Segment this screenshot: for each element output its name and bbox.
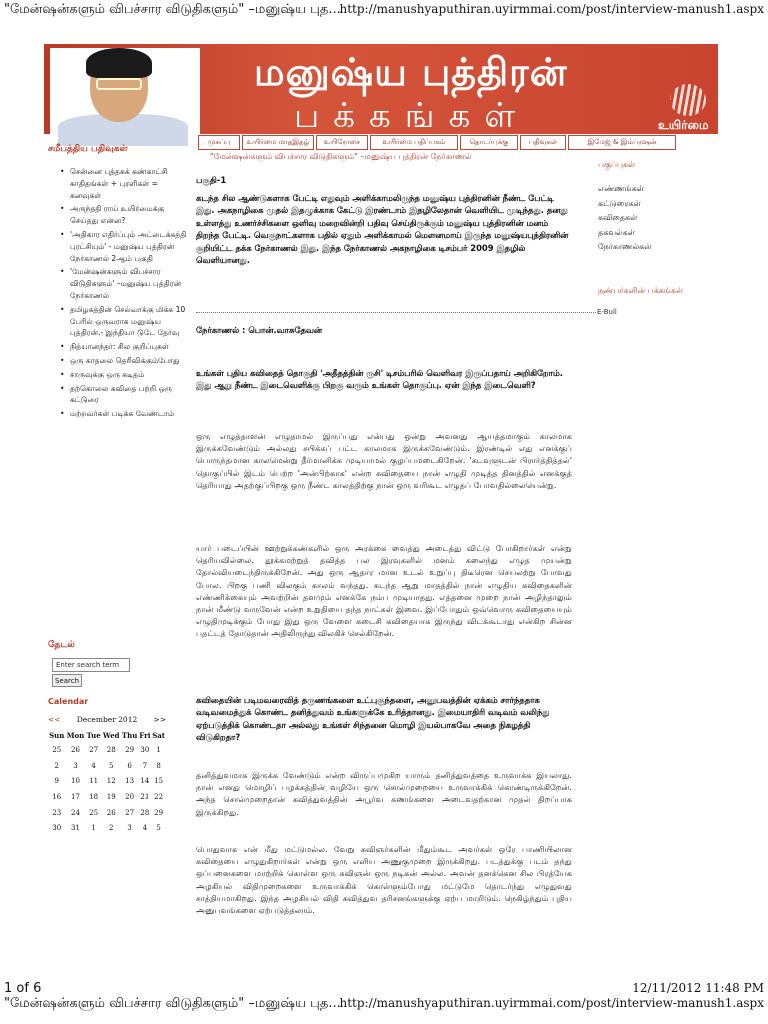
author-photo <box>50 48 200 146</box>
calendar-day: 22 <box>154 792 164 801</box>
recent-post-link[interactable]: • 'அதிகார எதிர்ப்பும் அட்டைக்கத்தி புரட்சியும்' - மனுஷ்ய புத்திரன் நேர்காணல் 2ஆம் பகுதி <box>58 229 188 264</box>
calendar-day: 12 <box>106 777 116 786</box>
recent-post-link[interactable]: • அருந்ததி ராய் உயிர்மைக்கு செய்தது என்ன? <box>58 203 188 227</box>
categories-title: பகுப்புகள் <box>598 160 636 169</box>
uyirmmai-logo[interactable] <box>654 84 718 132</box>
calendar-day: 27 <box>125 808 135 817</box>
calendar-day: 14 <box>140 777 150 786</box>
calendar-day: 20 <box>125 792 135 801</box>
calendar-day: 9 <box>54 777 59 786</box>
calendar-day: 26 <box>71 745 80 754</box>
category-link[interactable]: எண்ணங்கள் <box>598 184 644 193</box>
site-subtitle: பக்கங்கள் <box>294 96 530 134</box>
site-title: மனுஷ்ய புத்திரன் <box>254 50 568 94</box>
calendar-day: 15 <box>154 777 164 786</box>
calendar-day: 26 <box>106 808 116 817</box>
print-page-number: 1 of 6 <box>4 981 42 996</box>
calendar-day: 1 <box>156 745 161 754</box>
nav-magazine[interactable]: உயிர்மை மாதஇதழ் <box>242 135 314 150</box>
calendar-day: 8 <box>156 761 161 770</box>
recent-post-link[interactable]: • 'மேன்ஷன்களும் விபச்சார விடுதிகளும்' –மனுஷ்ய புத்திரன் நேர்காணல் <box>58 266 188 301</box>
calendar-day: 29 <box>125 745 135 754</box>
search-title: தேடல் <box>48 640 75 650</box>
calendar-day: 1 <box>91 824 96 833</box>
calendar-day: 19 <box>106 792 116 801</box>
calendar-day-header: Wed <box>102 731 120 740</box>
calendar-day-header: Fri <box>139 731 151 740</box>
question-1: உங்கள் புதிய கவிதைத் தொகுதி 'அதீதத்தின் ருசி' டிசம்பரில் வெளிவர இருப்பதாய் அறிகிறோம். இது ஆறு நீண்ட இடைவெளிக்கு பிறகு வரும் உங்கள் தொகுப்பு. ஏன் இந்த இடைவெளி? <box>196 368 563 391</box>
calendar-day-header: Mon <box>66 731 85 740</box>
calendar-day-header: Sat <box>152 731 166 740</box>
calendar-day: 7 <box>142 761 148 770</box>
top-nav <box>198 135 718 151</box>
calendar-day: 21 <box>140 792 150 801</box>
calendar-day: 11 <box>89 777 99 786</box>
calendar-day-header: Thu <box>121 731 138 740</box>
article-intro: கடந்த சில ஆண்டுகளாக பேட்டி எதுவும் அளிக்காமலிருந்த மனுஷ்ய புத்திரனின் நீண்ட பேட்டி இது. அகநாழிகை முதல் இதழுக்காக கேட்டு இரண்டாம் இதழிலேதான் வெளியிட முடிந்தது. தனது உள்ளத்து உணர்ச்சிகளை ஒளிவு மறைவின்றி பதிவு செய்திருக்கும் மனுஷ்ய புத்திரனின் மனம் திறந்த பேட்டி. வெகுநாட்களாக பதில் ஏதும் அளிக்காமல் மௌனமாய் இருந்த மனுஷ்யபுத்திரனின் குறியிட்ட தக்க நேர்காணல் இது. இந்த நேர்காணல் அகநாழிகை டிசம்பர் 2009 இதழில் வெளியானது. <box>196 193 569 266</box>
nav-publications[interactable]: உயிர்மை பதிப்பகம் <box>370 135 458 150</box>
print-header-next <box>0 996 768 1016</box>
calendar-day: 13 <box>125 777 135 786</box>
calendar-day: 3 <box>73 761 78 770</box>
divider <box>196 312 596 313</box>
uyirmmai-logo-icon <box>670 84 706 116</box>
calendar-day: 31 <box>71 824 80 833</box>
calendar-day: 17 <box>71 792 80 801</box>
answer-2-continued: பொதுவாக என் மீது மட்டுமல்ல. வேறு கவிஞர்களின் மீதும்கூட அவர்கள் ஒரே பாணியிலான கவிதையை எழுதுகிறார்கள் என்று ஒரு எளிய அணுகுமுறை இருக்கிறது. படத்துக்கு படம் தந்து ஒப்பனைகளை மாற்றிக் கொள்ள ஒரு கவிஞன் ஒரு நடிகன் அல்ல. அவன் தனக்கென சில பிரத்யேக அழகியல் விதிமுறைகளை உருவாக்கிக் கொள்ளும்போது மட்டுமே தொடர்ந்து எழுதுவது சாத்தியமாகிறது. இந்த அழகியல் விதி கவித்துவ தரிசனங்களுக்கு ஏற்ப மாறிடும். நெகிழ்ந்தும் புதிய அனுபவங்களை ஏற்படுத்தலாம். <box>196 844 572 916</box>
categories-list <box>598 182 651 255</box>
calendar-day: 25 <box>89 808 99 817</box>
calendar-day: 24 <box>71 808 80 817</box>
part-label: பகுதி-1 <box>196 176 227 186</box>
nav-contact[interactable]: தொடர்புக்கு <box>460 135 518 150</box>
search-button[interactable]: Search <box>52 674 82 687</box>
calendar-day: 29 <box>154 808 164 817</box>
calendar-day: 16 <box>52 792 62 801</box>
print-title: "மேன்ஷன்களும் விபச்சார விடுதிகளும்" –மனுஷ்ய புத... <box>4 2 341 17</box>
ebull-label[interactable]: E-Bull <box>597 308 617 316</box>
recent-posts-title: சமீபத்திய பதிவுகள் <box>48 144 128 154</box>
calendar <box>48 715 166 836</box>
recent-post-link[interactable]: • தற்கொலை கவிதை பற்றி ஒரு கட்டுரை <box>58 383 188 407</box>
calendar-title: Calendar <box>48 697 89 706</box>
calendar-day-header: Sun <box>49 731 65 740</box>
recent-post-link[interactable]: • மற்றவர்கள் படிக்க வேண்டாம் <box>58 408 188 420</box>
category-link[interactable]: கவிதைகள் <box>598 213 638 222</box>
recent-post-link[interactable]: • சாருவுக்கு ஒரு கடிதம் <box>58 369 188 381</box>
recent-post-link[interactable]: • சென்னை புத்தகக் கண்காட்சி காதிதங்கள் + புரளிகள் = கனவுகள் <box>58 166 188 201</box>
print-datetime: 12/11/2012 11:48 PM <box>632 981 764 995</box>
print-title-next: "மேன்ஷன்களும் விபச்சார விடுதிகளும்" –மனுஷ்ய புத... <box>4 996 341 1011</box>
calendar-day: 4 <box>91 761 96 770</box>
question-2: கவிதையின் படிமவரைவித் தருணங்களை உட்புகுந்தளை, அனுபவத்தின் ஏக்கம் சார்ந்ததாக வடிவமைத்துக் கொண்ட தனித்துவம் உங்களுக்கே உரித்தானது. இமையாதிரி வடிவம் வலிந்து ஏற்படுத்திக் கொண்டதா அல்லது உங்கள் சிந்தனை மொழி இயல்பாகவே அதை நிகழத்தி விடுகிறதா? <box>196 695 550 743</box>
recent-posts-list <box>58 166 188 422</box>
calendar-day: 27 <box>89 745 99 754</box>
calendar-day: 23 <box>52 808 62 817</box>
calendar-day: 30 <box>140 745 150 754</box>
calendar-day: 5 <box>109 761 114 770</box>
calendar-next[interactable]: >> <box>153 715 166 724</box>
category-link[interactable]: நேர்காணல்கள் <box>598 242 652 251</box>
answer-1-continued: யார் படைப்பின் ஊற்றுக்கண்களில் ஒரு அரக்கை வைத்து அடைத்து விட்டு போகிறார்கள் என்று தெரியவில்லை. தூக்கமற்றுத் தவித்த பல இரவுகளில் மனம் கலைந்து எழுத முயன்று தோல்வியடைந்திருக்கிறேன். அது ஒரு ஆதார மான உடல் உறுப்பு திடீரென செயலற்று போவது போல. பிறகு பணி விலகும் காலம் வந்தது. கடந்த ஆறு மாதத்தில் நான் எழுதிய கவிதைகளின் எண்ணிக்கையும் அவற்றின் தளமும் எனக்கே நம்ப முடியாதது. எத்தனை முறை நான் அழிந்தாலும் நான் மீண்டு வருவேன் என்ற உறுதியை தந்த நாட்கள் இவை. இப்போதும் ஒவ்வொரு கவிதையையும் எழுதிமுடிக்கும் போது இது ஒரு வேளை கடைசி கவிதையாக இருந்து விடக்கூடாது என்கிற சின்ன பதட்டத் தோடுதான் அதிலிருந்து விலகிச் செல்கிறேன். <box>196 543 572 639</box>
calendar-day: 30 <box>52 824 62 833</box>
breadcrumb[interactable]: "மேன்ஷன்களும் விபச்சார விடுதிகளும்" –மனுஷ்ய புத்திரன் நேர்காணல் <box>210 152 472 161</box>
friends-pages-title: நண்பர்களின் பக்கங்கள் <box>598 286 684 295</box>
recent-post-link[interactable]: • ஒரு காதலை தெரிவிக்கும்போது <box>58 355 188 367</box>
nav-home[interactable]: முகப்பு <box>198 135 240 150</box>
logo-text: உயிர்மை <box>658 118 709 132</box>
search-input[interactable]: Enter search term <box>52 658 130 672</box>
calendar-month: December 2012 <box>76 715 138 724</box>
answer-2: தனித்துவமாக இருக்க வேண்டும் என்ற விருப்பமுகிற யாரும் தனித்துவத்தை உருவாக்க இயலாது. நான் எனது மொழிப் பழக்கத்தின் வழியே ஒரு சொல்முறையை உருவாக்கிக் கொண்டிருக்கிறேன். அந்த சொல்முறைதான் கவித்துவத்தின் அபூர்வ கணங்களை அடைவதற்கான முதல் திறப்பாக இருக்கிறது. <box>196 770 572 817</box>
calendar-prev[interactable]: << <box>48 715 61 724</box>
interviewer-credit: நேர்காணல் : பொன்.வாசுதேவன் <box>196 325 323 335</box>
calendar-day: 2 <box>109 824 114 833</box>
print-header <box>0 2 768 22</box>
calendar-day-header: Tue <box>86 731 101 740</box>
nav-uyirosai[interactable]: உயிரோசை <box>316 135 368 150</box>
recent-post-link[interactable]: • தமிழகத்தின் செல்வாக்கு மிக்க 10 பேரில் ஒருவராக மனுஷ்ய புத்திரன்.- இந்தியா டுடே தேர்வு <box>58 304 188 339</box>
calendar-day: 10 <box>71 777 80 786</box>
print-url[interactable]: http://manushyaputhiran.uyirmmai.com/post/interview-manush1.aspx <box>339 2 764 16</box>
answer-1: ஒரு எழுத்தாளன் எழுதாமல் இருப்பது என்பது ஒன்று அவனது ஆயத்தமாகும் காலமாக இருக்கவேண்டும் அல்லது சபிக்கப் பட்ட காலமாக இருக்கவேண்டும். இரண்டில் எது எனக்குப் பொருந்தமான காலமென்று தீர்மானிக்க முடியாமல் குழப்பமடைகிறேன். 'கடவுளுடன் பிரார்த்தித்தல்' தொகுப்பில் இடம் பெற்ற 'அன்பிற்காக' என்ற கவிதையை நான் எழுதி முடித்த தினத்தில் எனக்குத் தெரியாது அதற்குப்பிறகு ஒரு நீண்ட காலத்திற்கு நான் ஒரு வரிகூட எழுதப் போவதில்லையென்று. <box>196 431 572 490</box>
print-url-next[interactable]: http://manushyaputhiran.uyirmmai.com/post/interview-manush1.aspx <box>339 996 764 1010</box>
category-link[interactable]: கட்டுரைகள் <box>598 198 641 208</box>
category-link[interactable]: தகவல்கள் <box>598 227 635 237</box>
nav-image-impression[interactable]: இமேஜ் & இம்ப்ரஷன் <box>568 135 676 150</box>
recent-post-link[interactable]: • நித்யானந்தர்: சில குறிப்புகள் <box>58 341 188 353</box>
calendar-day: 6 <box>127 761 132 770</box>
calendar-day: 18 <box>89 792 99 801</box>
calendar-day: 2 <box>54 761 59 770</box>
calendar-day: 4 <box>142 824 148 833</box>
calendar-day: 28 <box>106 745 116 754</box>
calendar-day: 28 <box>140 808 150 817</box>
calendar-day: 3 <box>127 824 132 833</box>
calendar-day: 25 <box>52 745 62 754</box>
calendar-day: 5 <box>156 824 161 833</box>
nav-posts[interactable]: பதிவுகள் <box>520 135 566 150</box>
